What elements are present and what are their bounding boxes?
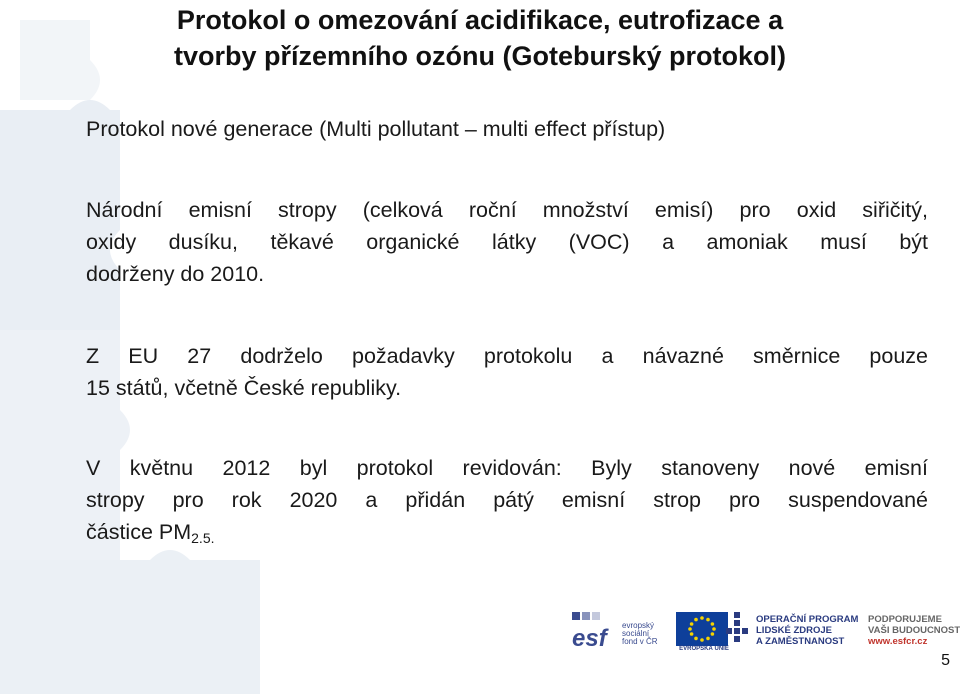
paragraph-4-line-3	[86, 516, 928, 554]
support-caption	[868, 614, 960, 647]
support-line-1: PODPORUJEME	[868, 614, 942, 625]
paragraph-2-line-2: oxidy dusíku, těkavé organické látky (VOC) a amoniak musí být	[86, 230, 928, 254]
paragraph-4-line-1: V květnu 2012 byl protokol revidován: Byly stanoveny nové emisní	[86, 456, 928, 480]
paragraph-2-line-1: Národní emisní stropy (celková roční množství emisí) pro oxid siřičitý,	[86, 198, 928, 222]
op-lzz-logo-icon	[720, 610, 754, 650]
eu-caption: EVROPSKÁ UNIE	[679, 646, 729, 652]
paragraph-4-line-2: stropy pro rok 2020 a přidán pátý emisní strop pro suspendované	[86, 488, 928, 512]
op-line-2: LIDSKÉ ZDROJE	[756, 625, 833, 636]
esf-caption: evropský sociální fond v ČR	[622, 621, 658, 646]
esf-wordmark: esf	[572, 625, 607, 650]
support-line-2: VAŠI BUDOUCNOST	[868, 625, 960, 636]
paragraph-1-text: Protokol nové generace (Multi pollutant – multi effect přístup)	[86, 117, 666, 141]
title-line-1: Protokol o omezování acidifikace, eutrofizace a	[176, 5, 784, 35]
paragraph-2-line-3: dodrženy do 2010.	[86, 262, 265, 286]
pm-text: částice PM	[86, 520, 192, 544]
slide-title	[40, 2, 920, 74]
paragraph-emission-ceilings	[86, 194, 928, 290]
op-line-3: A ZAMĚSTNANOST	[756, 636, 845, 647]
paragraph-revision-2012	[86, 452, 928, 554]
paragraph-eu27-compliance	[86, 340, 928, 404]
funding-logo-bar	[570, 608, 960, 656]
page-number: 5	[941, 652, 950, 669]
op-line-1: OPERAČNÍ PROGRAM	[756, 614, 859, 625]
paragraph-3-line-2: 15 států, včetně České republiky.	[86, 376, 402, 400]
pm-subscript: 2.5.	[191, 530, 215, 546]
support-url: www.esfcr.cz	[868, 636, 928, 647]
title-line-2: tvorby přízemního ozónu (Goteburský protokol)	[173, 41, 786, 71]
op-lzz-caption	[756, 614, 876, 647]
esf-logo-icon	[570, 610, 622, 650]
paragraph-protocol-generation	[86, 113, 928, 145]
paragraph-3-line-1: Z EU 27 dodrželo požadavky protokolu a návazné směrnice pouze	[86, 344, 928, 368]
